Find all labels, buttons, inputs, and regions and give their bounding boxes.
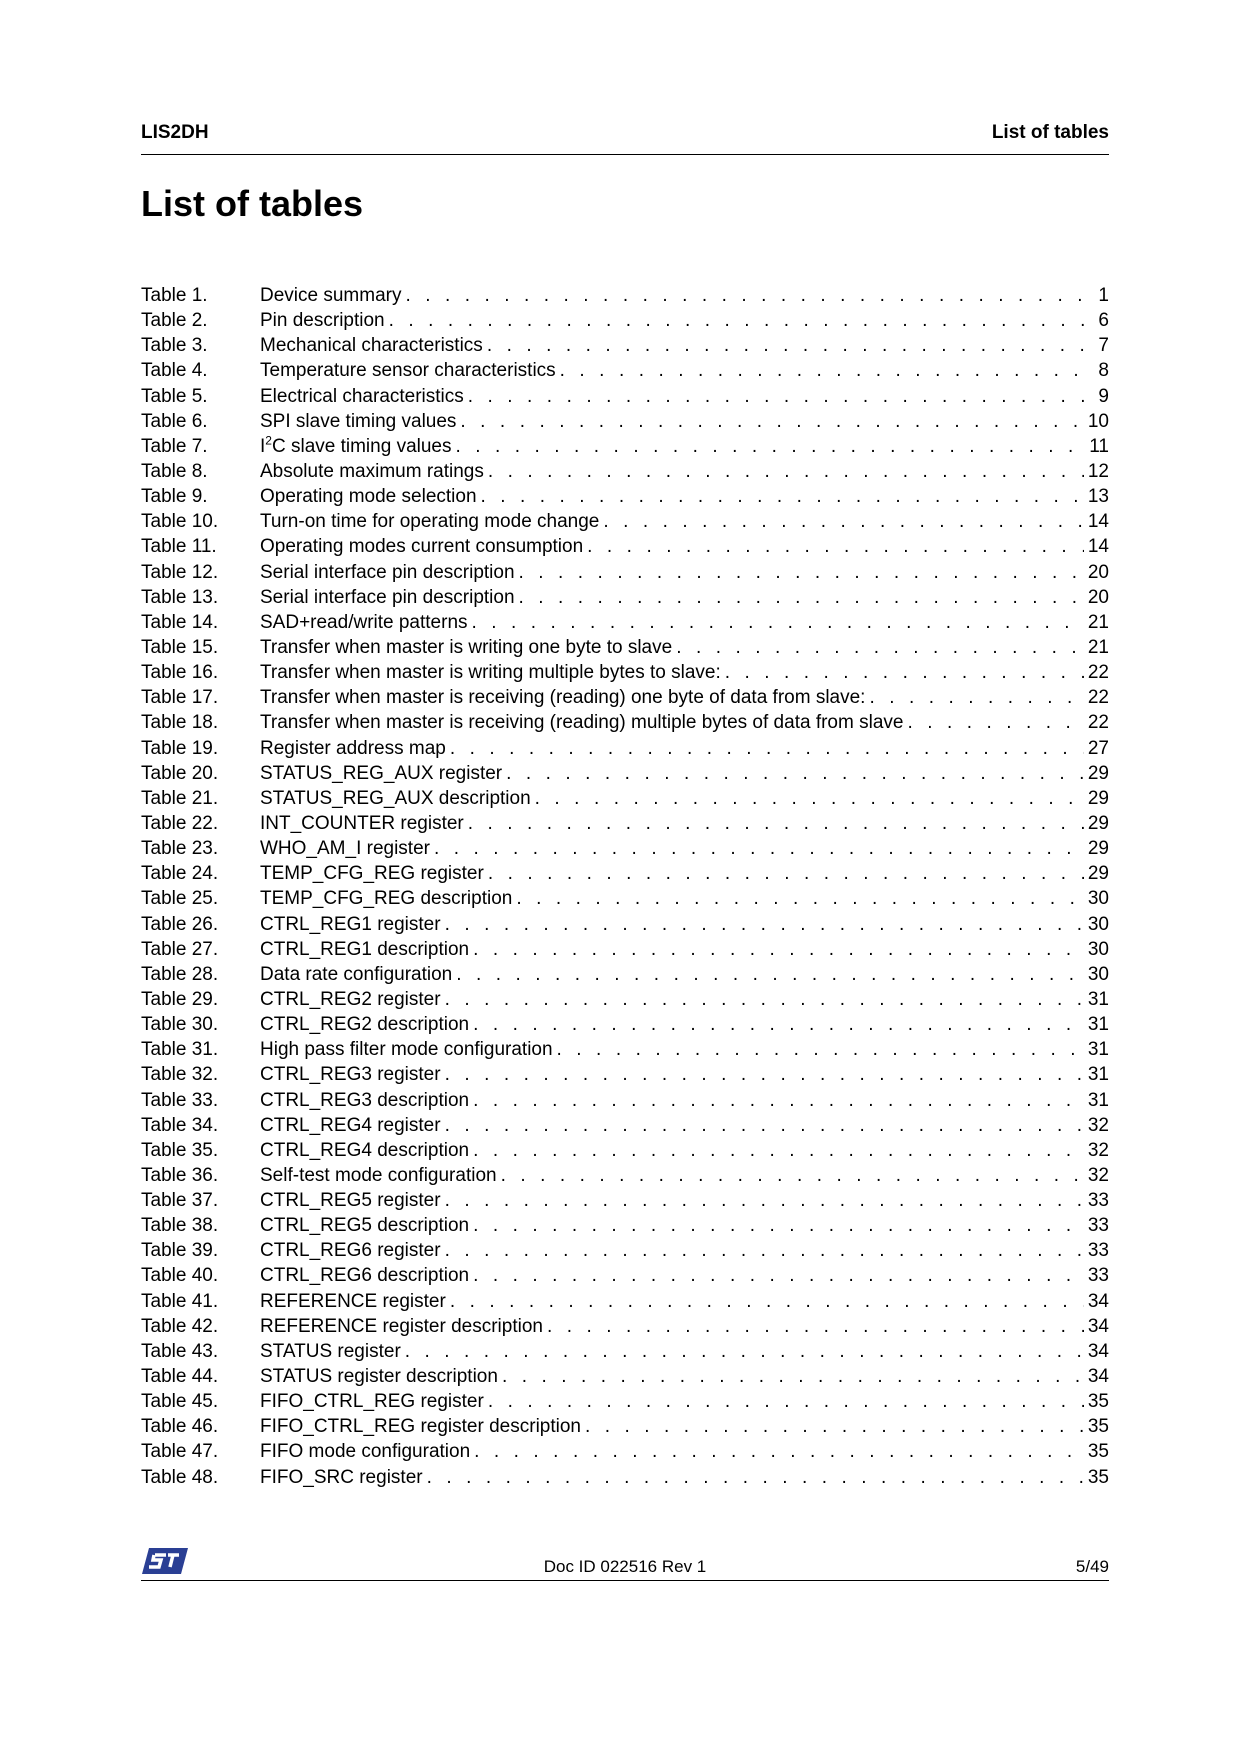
table-row[interactable]	[141, 987, 1109, 1012]
table-entry	[260, 434, 1109, 459]
page-ref: 22	[1087, 712, 1109, 734]
page-ref: 11	[1089, 435, 1109, 457]
table-entry	[260, 786, 1109, 811]
dot-leader	[456, 434, 1086, 459]
table-row[interactable]	[141, 484, 1109, 509]
table-row[interactable]	[141, 308, 1109, 333]
table-row[interactable]	[141, 962, 1109, 987]
table-number: Table 28.	[141, 963, 219, 985]
page-ref: 33	[1087, 1240, 1109, 1262]
table-entry	[260, 1414, 1109, 1439]
table-row[interactable]	[141, 610, 1109, 635]
page-ref: 12	[1087, 460, 1109, 482]
table-number: Table 14.	[141, 611, 219, 633]
table-entry	[260, 1213, 1109, 1238]
page-ref: 22	[1087, 687, 1109, 709]
page-ref: 33	[1087, 1265, 1109, 1287]
table-title: CTRL_REG3 description	[260, 1089, 470, 1111]
table-entry	[260, 1188, 1109, 1213]
dot-leader	[603, 509, 1083, 534]
table-entry	[260, 987, 1109, 1012]
table-row[interactable]	[141, 1263, 1109, 1288]
table-row[interactable]	[141, 937, 1109, 962]
dot-leader	[585, 1414, 1084, 1439]
table-title: CTRL_REG5 register	[260, 1190, 441, 1212]
table-number: Table 35.	[141, 1139, 219, 1161]
table-number: Table 16.	[141, 662, 219, 684]
page-ref: 31	[1087, 1039, 1109, 1061]
table-number: Table 5.	[141, 385, 208, 407]
table-title: Register address map	[260, 737, 446, 759]
table-entry	[260, 1263, 1109, 1288]
table-title: Transfer when master is writing one byte to slave	[260, 636, 673, 658]
dot-leader	[473, 1088, 1084, 1113]
table-row[interactable]	[141, 1465, 1109, 1490]
page-header	[141, 120, 1109, 155]
table-title: STATUS register	[260, 1340, 401, 1362]
dot-leader	[488, 1389, 1084, 1414]
table-title: Transfer when master is receiving (reading) one byte of data from slave:	[260, 687, 866, 709]
page-ref: 27	[1087, 737, 1109, 759]
table-number: Table 13.	[141, 586, 219, 608]
dot-leader	[587, 534, 1084, 559]
table-number: Table 30.	[141, 1014, 219, 1036]
table-row[interactable]	[141, 710, 1109, 735]
table-title: WHO_AM_I register	[260, 838, 430, 860]
table-entry	[260, 811, 1109, 836]
table-entry	[260, 1062, 1109, 1087]
page-ref: 31	[1087, 988, 1109, 1010]
dot-leader	[445, 1188, 1084, 1213]
table-number: Table 6.	[141, 410, 208, 432]
dot-leader	[487, 333, 1095, 358]
table-number: Table 44.	[141, 1366, 219, 1388]
table-title: Electrical characteristics	[260, 385, 464, 407]
page-ref: 20	[1087, 561, 1109, 583]
table-row[interactable]	[141, 1339, 1109, 1364]
table-entry	[260, 1465, 1109, 1490]
table-row[interactable]	[141, 685, 1109, 710]
table-entry	[260, 585, 1109, 610]
table-title: CTRL_REG4 description	[260, 1139, 470, 1161]
dot-leader	[473, 1213, 1084, 1238]
table-entry	[260, 1238, 1109, 1263]
doc-id: Doc ID 022516 Rev 1	[543, 1557, 707, 1576]
table-number: Table 18.	[141, 712, 219, 734]
table-title: REFERENCE register description	[260, 1315, 543, 1337]
table-number: Table 2.	[141, 310, 208, 332]
page-ref: 34	[1087, 1340, 1109, 1362]
table-entry	[260, 610, 1109, 635]
table-entry	[260, 1439, 1109, 1464]
table-title-i2c: $I^2C$ slave timing values	[260, 433, 452, 457]
table-title: Device summary	[260, 285, 402, 306]
table-entry	[260, 710, 1109, 735]
page-ref: 31	[1087, 1014, 1109, 1036]
table-number: Table 19.	[141, 737, 219, 759]
table-title: Data rate configuration	[260, 963, 453, 985]
table-entry	[260, 962, 1109, 987]
table-row[interactable]	[141, 1012, 1109, 1037]
dot-leader	[676, 635, 1084, 660]
dot-leader	[535, 786, 1084, 811]
page-footer	[141, 1540, 1109, 1581]
dot-leader	[519, 585, 1084, 610]
table-entry	[260, 1314, 1109, 1339]
page-ref: 32	[1087, 1139, 1109, 1161]
table-title: CTRL_REG1 description	[260, 938, 470, 960]
table-row[interactable]	[141, 736, 1109, 761]
table-title: Transfer when master is receiving (reading) multiple bytes of data from slave	[260, 712, 904, 734]
table-row[interactable]	[141, 283, 1109, 308]
table-row[interactable]	[141, 1138, 1109, 1163]
table-entry	[260, 1339, 1109, 1364]
table-title: High pass filter mode configuration	[260, 1039, 553, 1061]
table-title: CTRL_REG6 register	[260, 1240, 441, 1262]
dot-leader	[501, 1163, 1084, 1188]
table-number: Table 20.	[141, 762, 219, 784]
page-ref: 35	[1087, 1416, 1109, 1438]
table-row[interactable]	[141, 660, 1109, 685]
table-number: Table 1.	[141, 285, 208, 306]
dot-leader	[560, 358, 1095, 383]
page-ref: 20	[1087, 586, 1109, 608]
table-number: Table 45.	[141, 1391, 219, 1413]
table-row[interactable]	[141, 1314, 1109, 1339]
page-ref: 31	[1087, 1064, 1109, 1086]
table-title: CTRL_REG5 description	[260, 1215, 470, 1237]
table-title: FIFO mode configuration	[260, 1441, 471, 1463]
table-row[interactable]	[141, 1062, 1109, 1087]
table-row[interactable]	[141, 1414, 1109, 1439]
table-number: Table 48.	[141, 1466, 219, 1488]
page-ref: 29	[1087, 812, 1109, 834]
dot-leader	[445, 912, 1084, 937]
table-entry	[260, 1364, 1109, 1389]
dot-leader	[445, 1062, 1084, 1087]
table-entry	[260, 1113, 1109, 1138]
dot-leader	[445, 1238, 1084, 1263]
table-number: Table 8.	[141, 460, 208, 482]
table-entry	[260, 660, 1109, 685]
table-row[interactable]	[141, 1364, 1109, 1389]
table-entry	[260, 836, 1109, 861]
table-row[interactable]	[141, 459, 1109, 484]
table-row[interactable]	[141, 585, 1109, 610]
table-title: INT_COUNTER register	[260, 812, 464, 834]
table-title: TEMP_CFG_REG register	[260, 863, 484, 885]
table-number: Table 36.	[141, 1164, 219, 1186]
dot-leader	[389, 308, 1095, 333]
table-title: FIFO_CTRL_REG register description	[260, 1416, 581, 1438]
dot-leader	[488, 459, 1084, 484]
dot-leader	[405, 283, 1094, 308]
table-entry	[260, 861, 1109, 886]
table-number: Table 12.	[141, 561, 219, 583]
dot-leader	[405, 1339, 1084, 1364]
table-row[interactable]	[141, 635, 1109, 660]
table-number: Table 24.	[141, 863, 219, 885]
page-ref: 33	[1087, 1190, 1109, 1212]
table-row[interactable]	[141, 886, 1109, 911]
table-row[interactable]	[141, 1238, 1109, 1263]
table-entry	[260, 459, 1109, 484]
table-number: Table 39.	[141, 1240, 219, 1262]
table-number: Table 32.	[141, 1064, 219, 1086]
table-number: Table 7.	[141, 435, 208, 457]
page-ref: 14	[1087, 536, 1109, 558]
table-title: Pin description	[260, 310, 385, 332]
dot-leader	[434, 836, 1084, 861]
page-ref: 14	[1087, 511, 1109, 533]
table-entry	[260, 308, 1109, 333]
table-title: Turn-on time for operating mode change	[260, 511, 600, 533]
page-ref: 34	[1087, 1366, 1109, 1388]
table-title: CTRL_REG3 register	[260, 1064, 441, 1086]
dot-leader	[473, 1138, 1084, 1163]
table-entry	[260, 409, 1109, 434]
table-entry	[260, 333, 1109, 358]
table-row[interactable]	[141, 534, 1109, 559]
table-entry	[260, 509, 1109, 534]
dot-leader	[488, 861, 1084, 886]
dot-leader	[445, 1113, 1084, 1138]
page-ref: 6	[1098, 310, 1109, 332]
table-row[interactable]	[141, 384, 1109, 409]
page-ref: 34	[1087, 1290, 1109, 1312]
dot-leader	[450, 1289, 1084, 1314]
table-number: Table 26.	[141, 913, 219, 935]
table-entry	[260, 534, 1109, 559]
table-number: Table 46.	[141, 1416, 219, 1438]
dot-leader	[907, 710, 1083, 735]
table-row[interactable]	[141, 1389, 1109, 1414]
page-ref: 32	[1087, 1164, 1109, 1186]
table-number: Table 31.	[141, 1039, 219, 1061]
table-entry	[260, 761, 1109, 786]
table-entry	[260, 886, 1109, 911]
page-ref: 29	[1087, 787, 1109, 809]
page-ref: 29	[1087, 863, 1109, 885]
table-row[interactable]	[141, 1188, 1109, 1213]
table-entry	[260, 384, 1109, 409]
table-number: Table 37.	[141, 1190, 219, 1212]
dot-leader	[557, 1037, 1084, 1062]
page-ref: 32	[1087, 1114, 1109, 1136]
table-row[interactable]	[141, 1213, 1109, 1238]
dot-leader	[547, 1314, 1084, 1339]
table-entry	[260, 484, 1109, 509]
table-row[interactable]	[141, 358, 1109, 383]
dot-leader	[473, 1012, 1084, 1037]
page-ref: 8	[1098, 360, 1109, 382]
table-row[interactable]	[141, 912, 1109, 937]
table-title: Temperature sensor characteristics	[260, 360, 556, 382]
table-number: Table 3.	[141, 335, 208, 357]
page-ref: 30	[1087, 963, 1109, 985]
page-ref: 33	[1087, 1215, 1109, 1237]
table-entry	[260, 560, 1109, 585]
table-row[interactable]	[141, 836, 1109, 861]
table-entry	[260, 358, 1109, 383]
page-ref: 22	[1087, 662, 1109, 684]
dot-leader	[502, 1364, 1084, 1389]
table-row[interactable]	[141, 434, 1109, 459]
table-row[interactable]	[141, 1439, 1109, 1464]
list-of-tables	[141, 283, 1109, 1490]
table-row[interactable]	[141, 761, 1109, 786]
table-row[interactable]	[141, 409, 1109, 434]
table-title: CTRL_REG2 description	[260, 1014, 470, 1036]
table-row[interactable]	[141, 333, 1109, 358]
table-row[interactable]	[141, 1088, 1109, 1113]
dot-leader	[519, 560, 1084, 585]
page-number: 5/49	[1075, 1557, 1109, 1576]
page-ref: 34	[1087, 1315, 1109, 1337]
page-ref: 29	[1087, 762, 1109, 784]
table-row[interactable]	[141, 509, 1109, 534]
table-number: Table 33.	[141, 1089, 219, 1111]
table-entry	[260, 1012, 1109, 1037]
dot-leader	[516, 886, 1084, 911]
table-entry	[260, 1163, 1109, 1188]
page-ref: 7	[1098, 335, 1109, 357]
table-number: Table 25.	[141, 888, 219, 910]
table-entry	[260, 1037, 1109, 1062]
table-title: SAD+read/write patterns	[260, 611, 468, 633]
table-number: Table 47.	[141, 1441, 219, 1463]
table-entry	[260, 1138, 1109, 1163]
dot-leader	[506, 761, 1084, 786]
table-number: Table 4.	[141, 360, 208, 382]
table-entry	[260, 1088, 1109, 1113]
table-number: Table 42.	[141, 1315, 219, 1337]
table-title: CTRL_REG1 register	[260, 913, 441, 935]
dot-leader	[869, 685, 1083, 710]
table-title: CTRL_REG6 description	[260, 1265, 470, 1287]
header-product: LIS2DH	[141, 122, 209, 143]
table-title: Mechanical characteristics	[260, 335, 483, 357]
table-title: Absolute maximum ratings	[260, 460, 484, 482]
dot-leader	[468, 811, 1084, 836]
dot-leader	[456, 962, 1084, 987]
table-number: Table 17.	[141, 687, 219, 709]
table-row[interactable]	[141, 1113, 1109, 1138]
table-title: Serial interface pin description	[260, 586, 515, 608]
page-ref: 1	[1098, 285, 1109, 306]
table-number: Table 10.	[141, 511, 219, 533]
table-entry	[260, 685, 1109, 710]
table-number: Table 21.	[141, 787, 219, 809]
page-ref: 35	[1087, 1466, 1109, 1488]
table-entry	[260, 635, 1109, 660]
dot-leader	[468, 384, 1095, 409]
table-entry	[260, 736, 1109, 761]
table-entry	[260, 1289, 1109, 1314]
table-number: Table 34.	[141, 1114, 219, 1136]
page-ref: 35	[1087, 1441, 1109, 1463]
table-entry	[260, 912, 1109, 937]
header-section: List of tables	[991, 122, 1109, 143]
table-number: Table 11.	[141, 536, 217, 558]
table-number: Table 40.	[141, 1265, 219, 1287]
table-title: CTRL_REG2 register	[260, 988, 441, 1010]
table-title: STATUS_REG_AUX description	[260, 787, 531, 809]
table-title: Transfer when master is writing multiple bytes to slave:	[260, 662, 721, 684]
dot-leader	[450, 736, 1084, 761]
table-number: Table 9.	[141, 486, 208, 508]
table-title: STATUS_REG_AUX register	[260, 762, 503, 784]
dot-leader	[473, 1263, 1084, 1288]
page-ref: 10	[1087, 410, 1109, 432]
dot-leader	[472, 610, 1084, 635]
table-entry	[260, 283, 1109, 308]
dot-leader	[427, 1465, 1084, 1490]
table-title: SPI slave timing values	[260, 410, 457, 432]
table-entry	[260, 1389, 1109, 1414]
table-number: Table 27.	[141, 938, 219, 960]
table-number: Table 22.	[141, 812, 219, 834]
table-row[interactable]	[141, 786, 1109, 811]
table-title: Serial interface pin description	[260, 561, 515, 583]
table-number: Table 38.	[141, 1215, 219, 1237]
table-row[interactable]	[141, 1289, 1109, 1314]
table-title: TEMP_CFG_REG description	[260, 888, 513, 910]
table-row[interactable]	[141, 1037, 1109, 1062]
dot-leader	[481, 484, 1084, 509]
table-row[interactable]	[141, 811, 1109, 836]
dot-leader	[725, 660, 1084, 685]
table-row[interactable]	[141, 560, 1109, 585]
table-title: FIFO_CTRL_REG register	[260, 1391, 484, 1413]
page-ref: 21	[1087, 636, 1109, 658]
page-ref: 30	[1087, 938, 1109, 960]
table-title: Operating modes current consumption	[260, 536, 584, 558]
table-number: Table 23.	[141, 838, 219, 860]
table-row[interactable]	[141, 861, 1109, 886]
page-ref: 30	[1087, 888, 1109, 910]
table-title: Operating mode selection	[260, 486, 477, 508]
page-ref: 35	[1087, 1391, 1109, 1413]
table-title: STATUS register description	[260, 1366, 498, 1388]
table-title: FIFO_SRC register	[260, 1466, 423, 1488]
dot-leader	[460, 409, 1083, 434]
table-title: REFERENCE register	[260, 1290, 446, 1312]
page-ref: 29	[1087, 838, 1109, 860]
dot-leader	[473, 937, 1084, 962]
table-number: Table 15.	[141, 636, 219, 658]
table-row[interactable]	[141, 1163, 1109, 1188]
page-ref: 13	[1087, 486, 1109, 508]
table-number: Table 29.	[141, 988, 219, 1010]
table-entry	[260, 937, 1109, 962]
dot-leader	[474, 1439, 1084, 1464]
page-ref: 21	[1087, 611, 1109, 633]
page-ref: 31	[1087, 1089, 1109, 1111]
dot-leader	[445, 987, 1084, 1012]
table-number: Table 43.	[141, 1340, 219, 1362]
page-title: List of tables	[141, 183, 364, 224]
page-ref: 30	[1087, 913, 1109, 935]
table-number: Table 41.	[141, 1290, 219, 1312]
table-title: CTRL_REG4 register	[260, 1114, 441, 1136]
page-ref: 9	[1098, 385, 1109, 407]
table-title: Self-test mode configuration	[260, 1164, 497, 1186]
